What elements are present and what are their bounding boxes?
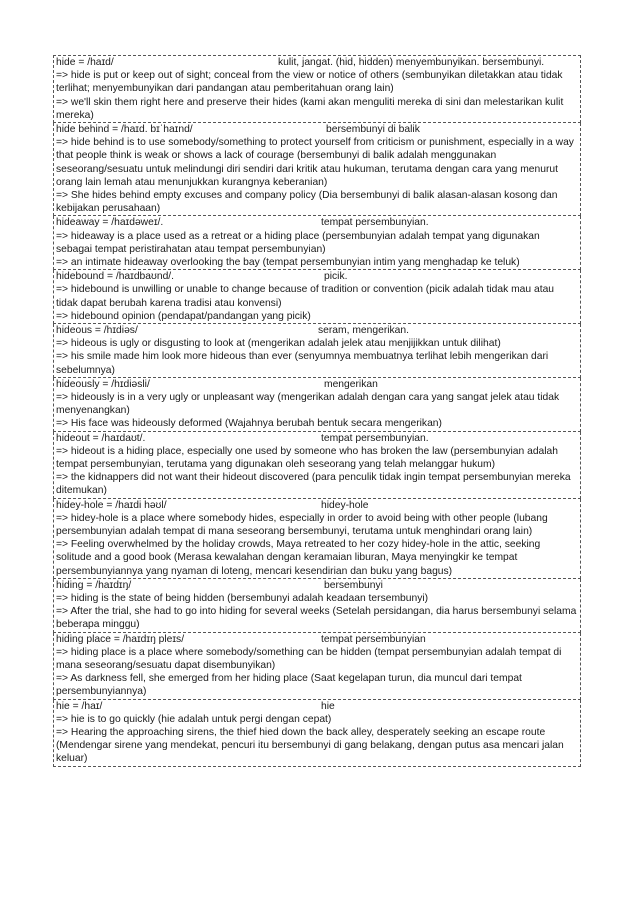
entry-term: hidey-hole = /haɪdi həʊl/	[56, 499, 167, 511]
entry-meaning: mengerikan	[324, 378, 378, 390]
entry-meaning: hidey-hole	[321, 499, 369, 511]
entry-meaning: seram, mengerikan.	[318, 325, 409, 336]
example-line: => Hearing the approaching sirens, the thief hied down the back alley, desperately seeking an escape route (Mendengar sirene yang mendekat, pencuri itu bersembunyi di gang belakang, dengan putus asa mencari jalan keluar)	[56, 726, 564, 765]
entry-term: hideous = /hɪdiəs/	[56, 325, 138, 336]
entry-term: hide behind = /haɪd. bɪˈhaɪnd/	[56, 124, 193, 135]
example-line: => we'll skin them right here and preserve their hides (kami akan menguliti mereka di sini dan melestarikan kulit mereka)	[56, 96, 564, 121]
entry-hiding-place	[53, 633, 581, 700]
entry-hideous	[53, 324, 581, 378]
entry-term: hide = /haɪd/	[56, 57, 114, 68]
example-line: => the kidnappers did not want their hideout discovered (para penculik tidak ingin tempat persembunyian mereka ditemukan)	[56, 472, 571, 497]
entry-meaning: picik.	[324, 271, 348, 283]
definition-line: => hideout is a hiding place, especially one used by someone who has broken the law (persembunyian adalah tempat persembunyian, terutama yang digunakan oleh seseorang yang telah melanggar hukum)	[56, 445, 559, 470]
entry-meaning: tempat persembunyian	[321, 633, 426, 645]
definition-line: => hidey-hole is a place where somebody hides, especially in order to avoid being with other people (lubang persembunyian adalah tempat di mana seseorang bersembunyi, terutama untuk menghindari orang lain)	[56, 512, 548, 537]
entry-term: hiding = /haɪdɪŋ/	[56, 579, 132, 591]
entry-meaning: hie	[321, 700, 335, 712]
entry-hide-behind	[53, 123, 581, 216]
entry-meaning: kulit, jangat. (hid, hidden) menyembunyikan. bersembunyi.	[278, 57, 545, 68]
entry-term: hideout = /haɪdaʊt/.	[56, 432, 146, 444]
entry-meaning: bersembunyi di balik	[326, 124, 420, 135]
definition-line: => hiding place is a place where somebody/something can be hidden (tempat persembunyian adalah tempat di mana seseorang/sesuatu dapat disembunyikan)	[56, 646, 562, 671]
example-line: => After the trial, she had to go into hiding for several weeks (Setelah persidangan, dia harus bersembunyi selama beberapa minggu)	[56, 606, 577, 631]
example-line: => His face was hideously deformed (Wajahnya berubah bentuk secara mengerikan)	[56, 418, 442, 430]
entry-hideout	[53, 432, 581, 499]
entry-hidey-hole	[53, 499, 581, 579]
definition-line: => hideously is in a very ugly or unpleasant way (mengerikan adalah dengan cara yang sangat jelek atau tidak menyenangkan)	[56, 391, 560, 417]
entry-term: hideaway = /haɪdəweɪ/.	[56, 217, 164, 229]
entry-hide	[53, 55, 581, 123]
definition-line: => hideous is ugly or disgusting to look at (mengerikan adalah jelek atau menjijikkan untuk dilihat)	[56, 338, 501, 350]
dictionary-table	[53, 55, 581, 767]
definition-line: => hie is to go quickly (hie adalah untuk pergi dengan cepat)	[56, 713, 332, 725]
example-line: => his smile made him look more hideous than ever (senyumnya membuatnya terlihat lebih mengerikan dari sebelumnya)	[56, 351, 549, 376]
example-line: => Feeling overwhelmed by the holiday crowds, Maya retreated to her cozy hidey-hole in the attic, seeking solitude and a good book (Merasa kewalahan dengan keramaian liburan, Maya menyingkir ke tempat persembunyiannya yang nyaman di loteng, mencari kesendirian dan buku yang bagus)	[56, 539, 541, 577]
entry-term: hie = /haɪ/	[56, 700, 103, 712]
definition-line: => hidebound is unwilling or unable to change because of tradition or convention (picik adalah tidak mau atau tidak dapat berubah karena tradisi atau konvensi)	[56, 284, 555, 309]
entry-term: hiding place = /haɪdɪŋ pleɪs/	[56, 633, 185, 645]
definition-line: => hideaway is a place used as a retreat or a hiding place (persembunyian adalah tempat yang digunakan sebagai tempat peristirahatan atau tempat persembunyian)	[56, 230, 540, 255]
entry-hideaway	[53, 216, 581, 270]
example-line: => an intimate hideaway overlooking the bay (tempat persembunyian intim yang menghadap ke teluk)	[56, 257, 520, 268]
entry-term: hidebound = /haɪdbaʊnd/.	[56, 271, 175, 283]
definition-line: => hide behind is to use somebody/something to protect yourself from criticism or punishment, especially in a way that people think is weak or shows a lack of courage (bersembunyi di balik adalah menggunakan seseorang/sesuatu untuk melindungi diri sendiri dari kritik atau hukuman, terutama dengan cara yang menurut orang lain lemah atau menunjukkan kurangnya keberanian)	[56, 137, 574, 188]
entry-meaning: tempat persembunyian.	[321, 432, 429, 444]
entry-hidebound	[53, 270, 581, 324]
entry-hie	[53, 700, 581, 767]
definition-line: => hiding is the state of being hidden (bersembunyi adalah keadaan tersembunyi)	[56, 592, 429, 604]
entry-hideously	[53, 378, 581, 432]
example-line: => As darkness fell, she emerged from her hiding place (Saat kegelapan turun, dia muncul dari tempat persembunyiannya)	[56, 673, 522, 698]
example-line: => She hides behind empty excuses and company policy (Dia bersembunyi di balik alasan-alasan kosong dan kebijakan perusahaan)	[56, 190, 558, 215]
entry-hiding	[53, 579, 581, 633]
example-line: => hidebound opinion (pendapat/pandangan yang picik)	[56, 310, 311, 322]
entry-meaning: tempat persembunyian.	[321, 217, 429, 229]
definition-line: => hide is put or keep out of sight; conceal from the view or notice of others (sembunyikan diletakkan atau tidak terlihat; menyembunyikan dari pandangan atau pemberitahuan orang lain)	[56, 70, 563, 95]
entry-meaning: bersembunyi	[324, 579, 383, 591]
entry-term: hideously = /hɪdiəsli/	[56, 378, 150, 390]
